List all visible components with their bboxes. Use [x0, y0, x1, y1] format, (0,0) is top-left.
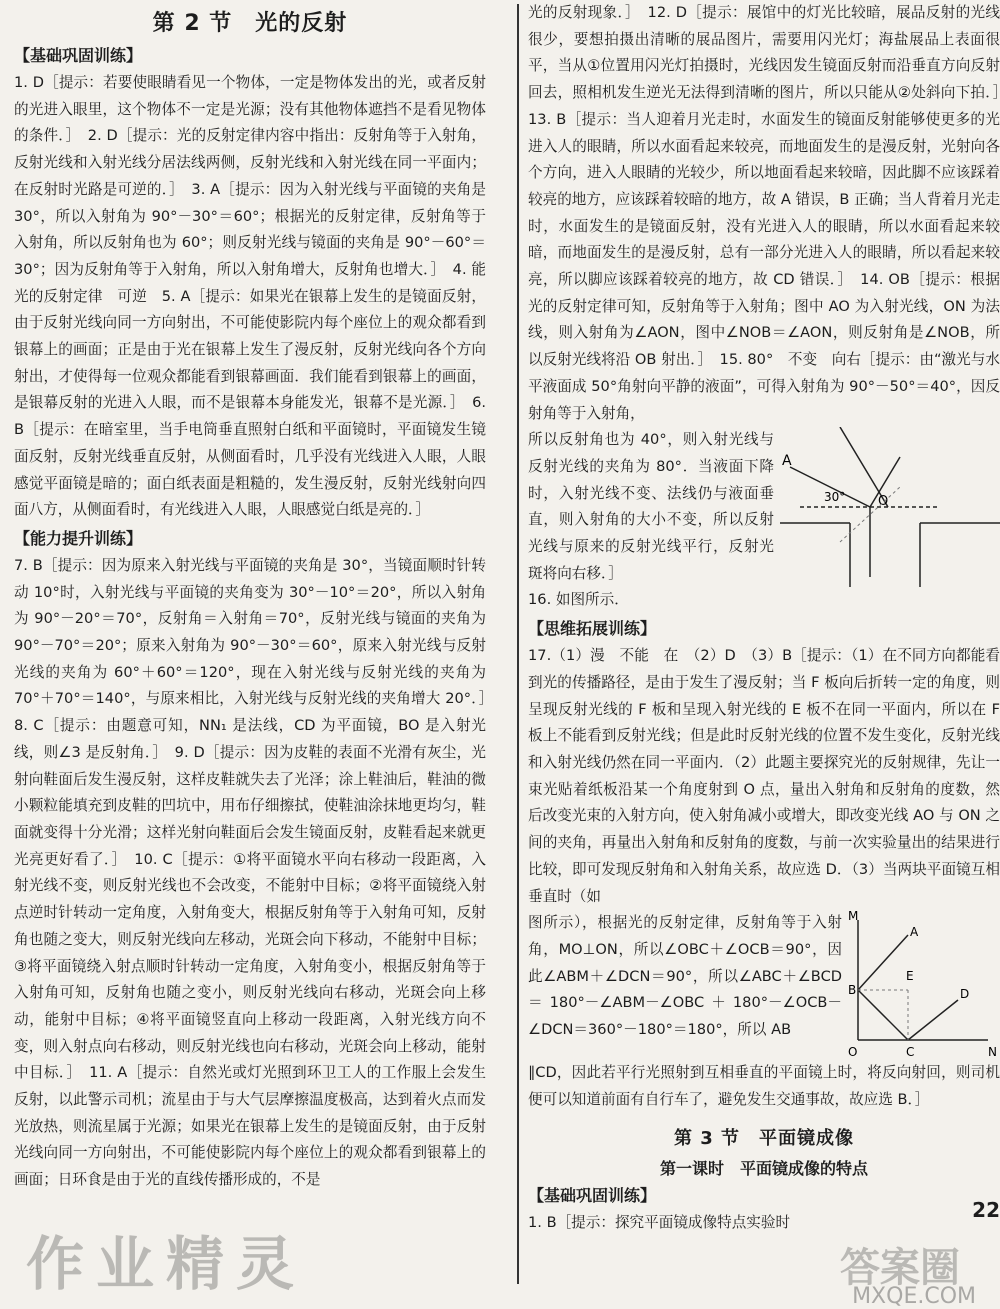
ability-heading: 【能力提升训练】: [14, 528, 143, 548]
q17-block: [528, 910, 1000, 1060]
perpendicular-mirrors-figure: [848, 910, 1000, 1060]
ability-answers: 7. B［提示：因为原来入射光线与平面镜的夹角是 30°，当镜面顺时针转动 10°时，入射光线与平面镜的夹角变为 30°－10°＝20°，所以入射角为 90°－20°＝70°，反射角＝入射角＝70°，反射光线与镜面的夹角为 90°－70°＝20°；原来入射角为 90°－30°＝60°，原来入射光线与反射光线的夹角为 60°＋60°＝120°，现在入射光线与反射光线的夹角为 70°＋70°＝140°，与原来相比，入射光线与反射光线的夹角增大 20°．］ 8. C［提示：由题意可知，NN₁ 是法线，CD 为平面镜，BO 是入射光线，则∠3 是反射角．］ 9. D［提示：因为皮鞋的表面不光滑有灰尘，光射向鞋面后发生漫反射，这样皮鞋就失去了光泽；涂上鞋油后，鞋油的微小颗粒能填充到皮鞋的凹坑中，用布仔细擦拭，使鞋油涂抹地更均匀，鞋面就变得十分光滑；这样光射向鞋面后会发生镜面反射，皮鞋看起来就更光亮更好看了．］ 10. C［提示：①将平面镜水平向右移动一段距离，入射光线不变，则反射光线也不会改变，不能射中目标；②将平面镜绕入射点逆时针转动一定角度，入射角变大，根据反射角等于入射角可知，反射角也随之变大，则反射光线向左移动，光斑会向下移动，不能射中目标；③将平面镜绕入射点顺时针转动一定角度，入射角变小，根据反射角等于入射角可知，反射角也随之变小，则反射光线向右移动，光斑会向上移动，能射中目标；④将平面镜竖直向上移动一段距离，入射光线方向不变，则入射点向右移动，则反射光线也向右移动，光斑会向上移动，能射中目标．］ 11. A［提示：自然光或灯光照到环卫工人的工作服上会发生反射，以此警示司机；流星由于与大气层摩擦温度极高，达到着火点而发光放热，则流星属于光源；如果光在银幕上发生的是镜面反射，由于反射光线向同一方向射出，不可能使影院内每个座位上的观众都看到银幕上的画面；日环食是由于光的直线传播形成的，不是: [14, 556, 501, 1189]
q17-continued: 图所示），根据光的反射定律，反射角等于入射角，MO⊥ON，所以∠OBC＋∠OCB＝90°，因此∠ABM＋∠DCN＝90°，所以∠ABC＋∠BCD＝180°－∠ABM－∠OBC＋180°－∠OCB－∠DCN＝360°－180°＝180°，所以 AB: [528, 914, 842, 1039]
section3-title: 第 3 节 平面镜成像: [673, 1127, 855, 1149]
q15-continued: 所以反射角也为 40°，则入射光线与反射光线的夹角为 80°．当液面下降时，入射光线不变、法线仍与液面垂直，则入射角的大小不变，所以反射光线与原来的反射光线平行，反射光斑将向右移．］: [528, 431, 774, 582]
right-column: [528, 0, 1000, 1236]
q17-conclusion: ∥CD，因此若平行光照射到互相垂直的平面镜上时，将反向射回，则司机便可以知道前面有自行车了，避免发生交通事故，故应选 B．］: [528, 1064, 1000, 1108]
fig1-label-a: A: [782, 453, 792, 470]
fig2-label-n: N: [988, 1045, 997, 1060]
page-number: 22: [972, 1198, 1000, 1223]
right-answers-part1: 光的反射现象．］ 12. D［提示：展馆中的灯光比较暗，展品反射的光线很少，要想拍摄出清晰的展品图片，需要用闪光灯；海盐展品上表面很平，当从①位置用闪光灯拍摄时，光线因发生镜面反射而沿垂直方向反射回去，照相机发生逆光无法得到清晰的图片，所以只能从②处斜向下拍．］ 13. B［提示：当人迎着月光走时，水面发生的镜面反射能够使更多的光进入人的眼睛，所以水面看起来较亮，而地面发生的是漫反射，光射向各个方向，进入人眼睛的光较少，所以地面看起来较暗，因此脚不应该踩着较亮的地方，应该踩着较暗的地方，故 A 错误，B 正确；当人背着月光走时，水面发生的是镜面反射，没有光进入人的眼睛，所以水面看起来较暗，而地面发生的是漫反射，总有一部分光进入人的眼睛，所以看起来较亮，所以脚应该踩着较亮的地方，故 CD 错误．］ 14. OB［提示：根据光的反射定律可知，反射角等于入射角；图中 AO 为入射光线，ON 为法线，则入射角为∠AON，图中∠NOB＝∠AON，则反射角是∠NOB，所以反射光线将沿 OB 射出．］ 15. 80° 不变 向右［提示：由“激光与水平液面成 50°角射向平静的液面”，可得入射角为 90°－50°＝40°，因反射角等于入射角，: [528, 4, 1000, 422]
fig2-label-o: O: [848, 1045, 858, 1060]
q15-block: [528, 427, 1000, 587]
think-heading: 【思维拓展训练】: [528, 619, 657, 639]
watermark-url: MXQE.COM: [852, 1284, 976, 1309]
fig2-label-m: M: [848, 910, 859, 924]
basic-heading: 【基础巩固训练】: [14, 46, 143, 65]
fig1-angle-label: 30°: [824, 490, 846, 505]
basic-answers: 1. D［提示：若要使眼睛看见一个物体，一定是物体发出的光，或者反射的光进入眼里，这个物体不一定是光源；没有其他物体遮挡不是看见物体的条件．］ 2. D［提示：光的反射定律内容中指出：反射角等于入射角，反射光线和入射光线分居法线两侧，反射光线和入射光线在同一平面内；在反射时光路是可逆的．］ 3. A［提示：因为入射光线与平面镜的夹角是 30°，所以入射角为 90°－30°＝60°；根据光的反射定律，反射角等于入射角，所以反射角也为 60°；则反射光线与镜面的夹角是 90°－60°＝30°；因为反射角等于入射角，所以入射角增大，反射角也增大．］ 4. 能 光的反射定律 可逆 5. A［提示：如果光在银幕上发生的是镜面反射，由于反射光线向同一方向射出，不可能使影院内每个座位上的观众都看到银幕上的画面；正是由于光在银幕上发生了漫反射，反射光线向各个方向射出，才使得每一位观众都能看到银幕画面．我们能看到银幕上的画面，是银幕反射的光进入人眼，而不是银幕本身能发光，银幕不是光源．］ 6. B［提示：在暗室里，当手电筒垂直照射白纸和平面镜时，平面镜发生镜面反射，反射光线垂直反射，从侧面看时，几乎没有光线进入人眼，人眼感觉平面镜是暗的；面白纸表面是粗糙的，发生漫反射，反射光线射向四面八方，从侧面看时，有光线进入人眼，人眼感觉白纸是亮的．］: [14, 74, 501, 519]
reflection-figure: [780, 427, 1000, 587]
fig2-label-e: E: [906, 969, 914, 984]
watermark-left: 作业精灵: [26, 1230, 307, 1298]
watermark-right: 答案圈: [840, 1245, 960, 1291]
lesson-title: 第一课时 平面镜成像的特点: [659, 1158, 868, 1178]
section-title: 第 2 节 光的反射: [152, 11, 348, 36]
q17-answer: 17.（1）漫 不能 在 （2）D （3）B［提示：（1）在不同方向都能看到光的传播路径，是由于发生了漫反射；当 F 板向后折转一定的角度，则呈现反射光线的 F 板和呈现入射光线的 E 板不在同一平面内，所以在 F 板上不能看到反射光线；但是此时反射光线的位置不发生变化，反射光线和入射光线仍然在同一平面内．（2）此题主要探究光的反射规律，先让一束光贴着纸板沿某一个角度射到 O 点，量出入射角和反射角的度数，然后改变光束的入射方向，使入射角减小或增大，即改变光线 AO 与 ON 之间的夹角，再量出入射角和反射角的度数，与前一次实验量出的结果进行比较，即可发现反射角和入射角关系，故应选 D．（3）当两块平面镜互相垂直时（如: [528, 647, 1000, 905]
left-column: [14, 0, 501, 1194]
q16-answer: 16. 如图所示．: [528, 591, 629, 609]
fig2-label-c: C: [906, 1045, 915, 1060]
fig2-label-a: A: [910, 925, 919, 940]
basic3-answer: 1. B［提示：探究平面镜成像特点实验时: [528, 1213, 791, 1231]
column-divider: [517, 4, 519, 1284]
fig2-label-b: B: [848, 983, 857, 998]
fig1-label-o: O: [878, 494, 889, 510]
fig2-label-d: D: [960, 987, 970, 1002]
basic3-heading: 【基础巩固训练】: [528, 1185, 657, 1205]
